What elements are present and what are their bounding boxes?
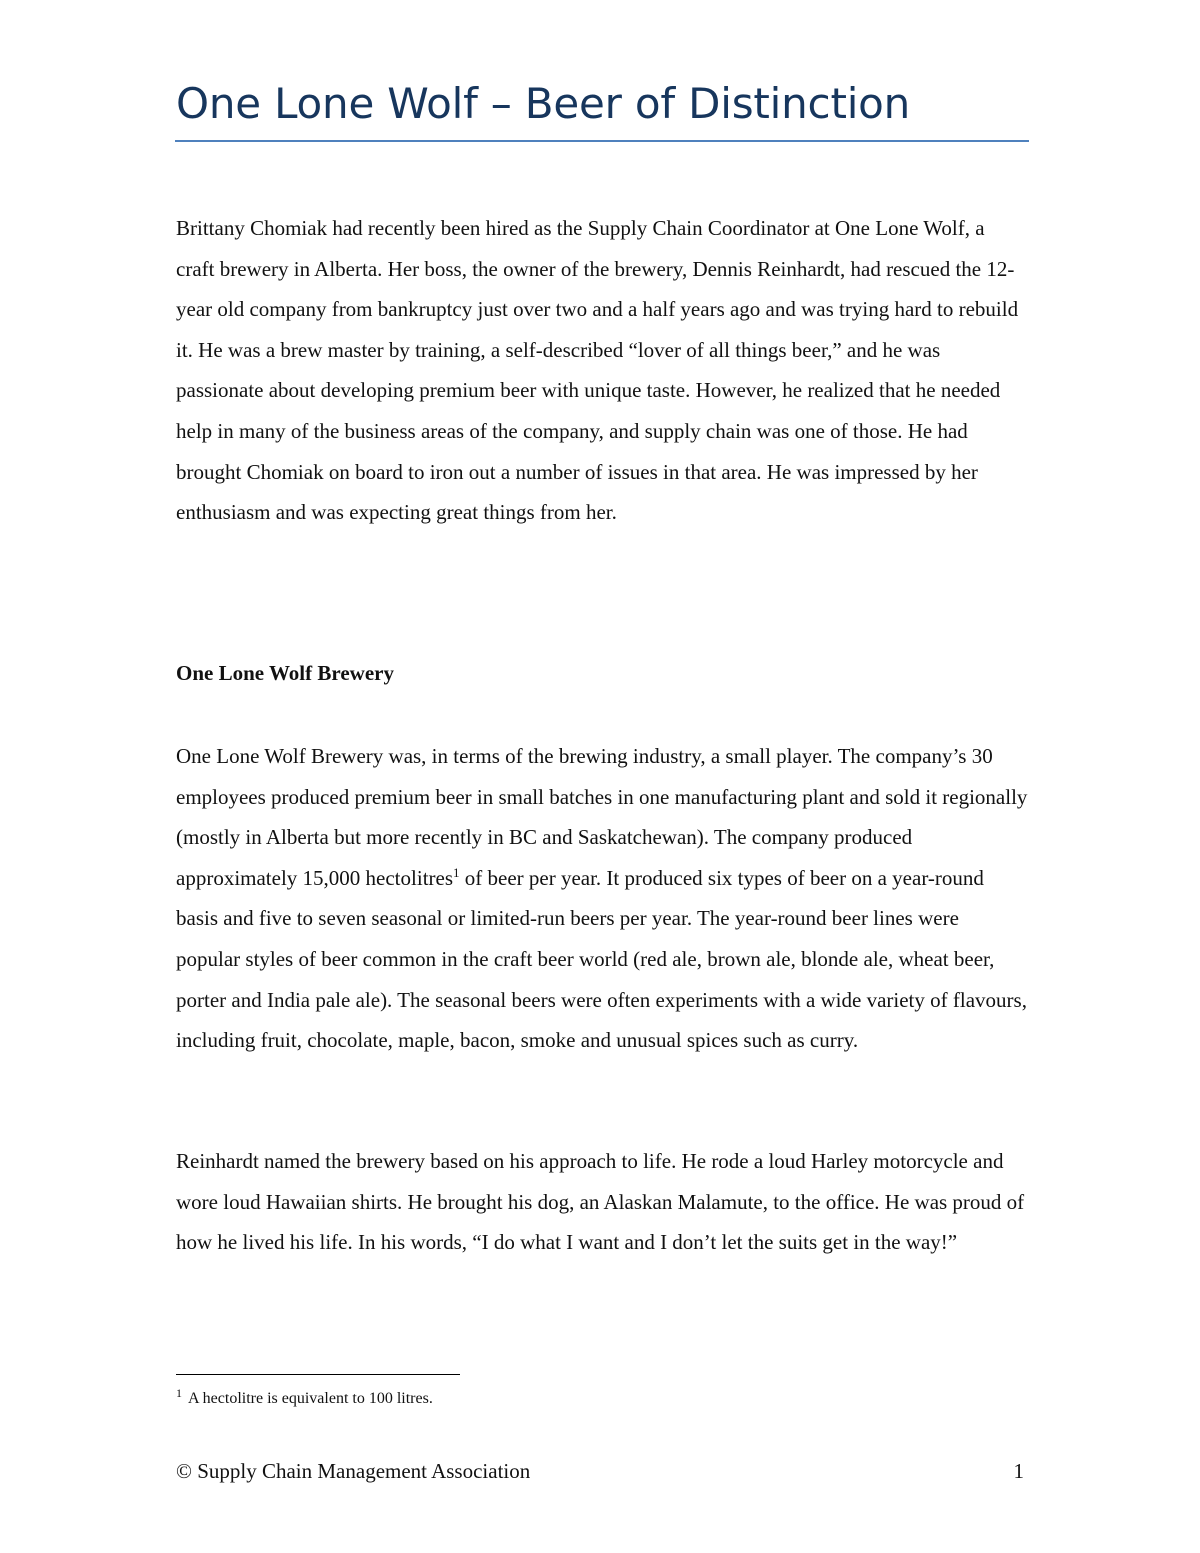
footnote-number: 1: [176, 1385, 182, 1400]
reinhardt-paragraph: Reinhardt named the brewery based on his approach to life. He rode a loud Harley motorcycle and wore loud Hawaiian shirts. He brought his dog, an Alaskan Malamute, to the office. He was proud of how he lived his life. In his words, “I do what I want and I don’t let the suits get in the way!”: [176, 1149, 1025, 1255]
section-heading: One Lone Wolf Brewery: [176, 661, 394, 685]
footnote: [176, 1384, 433, 1414]
intro-paragraph: Brittany Chomiak had recently been hired as the Supply Chain Coordinator at One Lone Wolf, a craft brewery in Alberta. Her boss, the owner of the brewery, Dennis Reinhardt, had rescued the 12-year old company from bankruptcy just over two and a half years ago and was trying hard to rebuild it. He was a brew master by training, a self-described “lover of all things beer,” and he was passionate about developing premium beer with unique taste. However, he realized that he needed help in many of the business areas of the company, and supply chain was one of those. He had brought Chomiak on board to iron out a number of issues in that area. He was impressed by her enthusiasm and was expecting great things from her.: [176, 216, 1019, 525]
footer-copyright: © Supply Chain Management Association: [176, 1459, 531, 1483]
footnote-reference[interactable]: 1: [453, 864, 460, 880]
footnote-text: A hectolitre is equivalent to 100 litres.: [188, 1390, 433, 1407]
footnote-separator: [176, 1374, 460, 1375]
document-title: One Lone Wolf – Beer of Distinction: [176, 79, 911, 128]
brewery-paragraph-text-end: of beer per year. It produced six types of beer on a year-round basis and five to seven seasonal or limited-run beers per year. The year-round beer lines were popular styles of beer common in the craft beer world (red ale, brown ale, blonde ale, wheat beer, porter and India pale ale). The seasonal beers were often experiments with a wide variety of flavours, including fruit, chocolate, maple, bacon, smoke and unusual spices such as curry.: [176, 865, 1027, 1053]
brewery-paragraph: [176, 736, 1028, 1061]
brewery-paragraph-text-start: One Lone Wolf Brewery was, in terms of the brewing industry, a small player. The company’s 30 employees produced premium beer in small batches in one manufacturing plant and sold it regionally (mostly in Alberta but more recently in BC and Saskatchewan). The company produced approximately 15,000 hectolitres: [176, 744, 1028, 890]
page-number: 1: [1013, 1459, 1024, 1483]
title-underline: [175, 140, 1029, 142]
